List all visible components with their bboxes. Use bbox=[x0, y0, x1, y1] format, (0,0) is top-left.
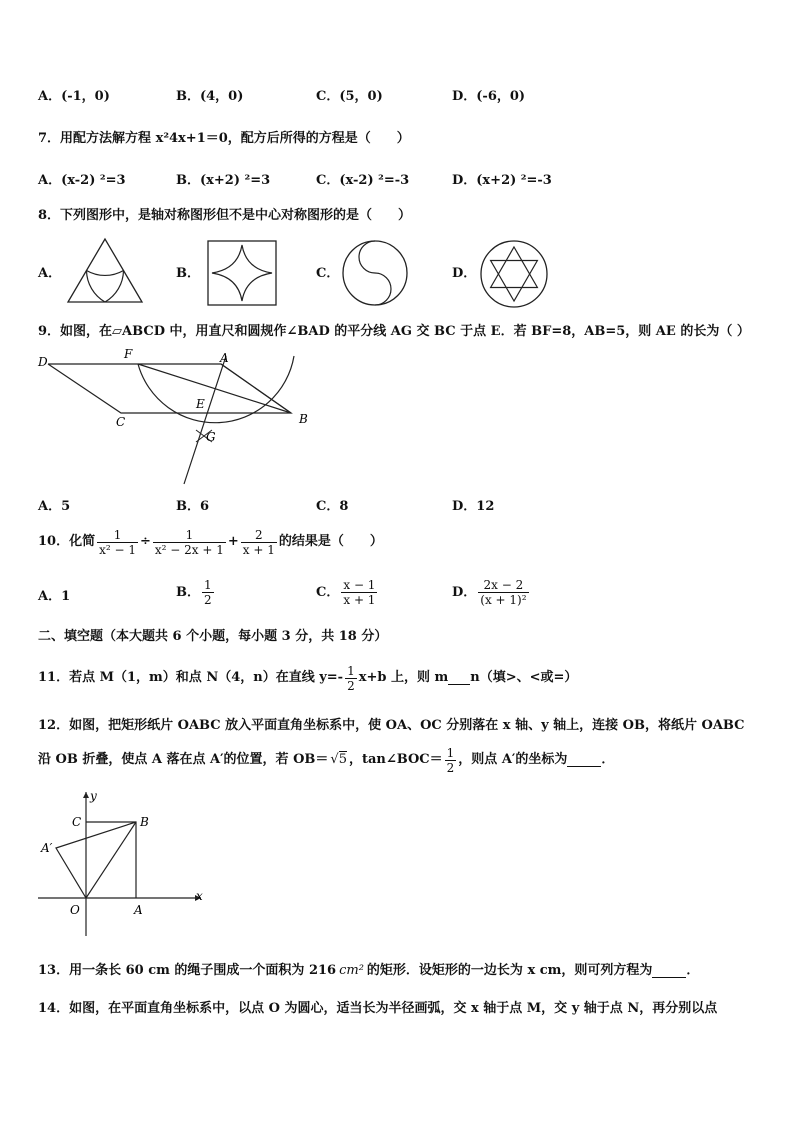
q10-fraction-1 bbox=[97, 528, 138, 557]
q12-blank bbox=[567, 754, 601, 767]
q12-sqrt: √5 bbox=[330, 752, 347, 767]
q13-unit: cm² bbox=[339, 963, 364, 978]
q9-label-d: D bbox=[38, 355, 48, 369]
q9-label-g: G bbox=[206, 430, 216, 444]
q12-label-c: C bbox=[72, 815, 82, 829]
q10-option-c-num: x − 1 bbox=[343, 578, 376, 592]
q10-op1: ÷ bbox=[140, 534, 151, 549]
q8-label-d: D． bbox=[452, 266, 477, 281]
q7-option-b: B．(x+2) ²=3 bbox=[176, 173, 271, 188]
q7-option-d: D．(x+2) ²=-3 bbox=[452, 173, 552, 188]
q12-line2c: ，则点 A′的坐标为 bbox=[458, 752, 568, 767]
q12-line2d: ． bbox=[601, 752, 615, 767]
q12-frac-den: 2 bbox=[446, 760, 455, 775]
q7-option-c: C．(x-2) ²=-3 bbox=[316, 173, 410, 188]
q12-label-o: O bbox=[70, 903, 80, 917]
q8-figure-triangle bbox=[64, 236, 146, 306]
q8-label-a: A． bbox=[38, 266, 62, 281]
q9-label-c: C bbox=[116, 415, 126, 429]
q10-option-b-fraction bbox=[202, 578, 214, 607]
q10-option-b-num: 1 bbox=[204, 578, 212, 592]
q11-part2: x+b 上，则 m bbox=[358, 670, 449, 685]
q10-option-b-label: B． bbox=[176, 584, 200, 600]
q12-line2a: 沿 OB 折叠，使点 A 落在点 A′的位置，若 OB＝ bbox=[38, 752, 329, 767]
q10-option-d-fraction bbox=[478, 578, 528, 607]
q9-label-b: B bbox=[299, 412, 308, 426]
q9-option-d: D．12 bbox=[452, 499, 495, 514]
q6-option-c: C．(5，0) bbox=[316, 89, 383, 104]
q12-line2 bbox=[38, 742, 614, 778]
q10-prefix: 10．化简 bbox=[38, 534, 96, 549]
q13-stem bbox=[38, 962, 699, 980]
q11-part3: n（填>、<或=） bbox=[470, 670, 578, 685]
q11-fraction bbox=[345, 664, 357, 693]
q10-option-b-den: 2 bbox=[204, 593, 212, 607]
q12-fraction bbox=[445, 746, 457, 775]
q8-figure-square-star bbox=[206, 239, 278, 307]
q6-option-b: B．(4，0) bbox=[176, 89, 244, 104]
q10-option-d bbox=[452, 578, 531, 607]
q13-blank bbox=[652, 965, 686, 978]
q8-label-b: B． bbox=[176, 266, 200, 281]
q13-part3: ． bbox=[686, 963, 700, 978]
q6-option-a: A．(-1，0) bbox=[38, 89, 110, 104]
q12-label-a-prime: A′ bbox=[41, 841, 53, 855]
q9-option-c: C．8 bbox=[316, 499, 349, 514]
q12-label-x: x bbox=[196, 889, 203, 903]
q6-option-d: D．(-6，0) bbox=[452, 89, 526, 104]
q10-f1-num: 1 bbox=[97, 528, 138, 543]
q9-stem: 9．如图，在▱ABCD 中，用直尺和圆规作∠BAD 的平分线 AG 交 BC 于点 E．若 BF=8，AB=5，则 AE 的长为（ ） bbox=[38, 324, 750, 339]
section-2-heading: 二、填空题（本大题共 6 个小题，每小题 3 分，共 18 分） bbox=[38, 629, 388, 644]
q10-option-d-num: 2x − 2 bbox=[478, 578, 528, 593]
q14-stem: 14．如图，在平面直角坐标系中，以点 O 为圆心，适当长为半径画弧，交 x 轴于点 M，交 y 轴于点 N，再分别以点 bbox=[38, 1001, 718, 1016]
q10-fraction-2 bbox=[153, 528, 226, 557]
q12-line2b: ，tan∠BOC＝ bbox=[348, 752, 443, 767]
q12-figure bbox=[36, 786, 211, 938]
q10-f2-num: 1 bbox=[153, 528, 226, 543]
q10-option-c-label: C． bbox=[316, 584, 340, 600]
q9-option-b: B．6 bbox=[176, 499, 210, 514]
q10-option-d-den: (x + 1)² bbox=[480, 593, 527, 607]
q10-suffix: 的结果是（ ） bbox=[278, 534, 383, 549]
q8-stem: 8．下列图形中，是轴对称图形但不是中心对称图形的是（ ） bbox=[38, 208, 412, 223]
q10-f3-num: 2 bbox=[241, 528, 277, 543]
q10-option-d-label: D． bbox=[452, 584, 477, 600]
q9-label-a: A bbox=[220, 351, 229, 365]
q10-option-b bbox=[176, 578, 216, 607]
q11-frac-den: 2 bbox=[347, 678, 355, 693]
q10-fraction-3 bbox=[241, 528, 277, 557]
q9-option-a: A．5 bbox=[38, 499, 71, 514]
q12-label-a: A bbox=[134, 903, 143, 917]
q10-option-c bbox=[316, 578, 379, 607]
q8-figure-star-of-david bbox=[478, 238, 550, 310]
q12-label-b: B bbox=[140, 815, 149, 829]
q8-figure-yinyang bbox=[340, 238, 410, 308]
q10-f3-den: x + 1 bbox=[242, 542, 275, 557]
q9-figure bbox=[36, 346, 316, 488]
q10-op2: + bbox=[227, 534, 239, 549]
q12-frac-num: 1 bbox=[446, 745, 455, 760]
q11-frac-num: 1 bbox=[347, 663, 355, 678]
q10-option-a: A．1 bbox=[38, 589, 71, 604]
q10-f1-den: x² − 1 bbox=[99, 542, 136, 557]
q12-label-y: y bbox=[90, 789, 97, 803]
q11-blank bbox=[448, 672, 470, 685]
q12-line1: 12．如图，把矩形纸片 OABC 放入平面直角坐标系中，使 OA、OC 分别落在 x 轴、y 轴上，连接 OB，将纸片 OABC bbox=[38, 718, 745, 733]
q10-option-c-fraction bbox=[341, 578, 377, 607]
q13-part1: 13．用一条长 60 cm 的绳子围成一个面积为 216 bbox=[38, 963, 337, 978]
q11-stem bbox=[38, 660, 577, 696]
q10-f2-den: x² − 2x + 1 bbox=[154, 542, 224, 557]
q9-label-e: E bbox=[196, 397, 205, 411]
q8-label-c: C． bbox=[316, 266, 340, 281]
q13-part2: 的矩形．设矩形的一边长为 x cm，则可列方程为 bbox=[366, 963, 653, 978]
q10-stem bbox=[38, 524, 383, 560]
q7-stem: 7．用配方法解方程 x²4x+1＝0，配方后所得的方程是（ ） bbox=[38, 131, 410, 146]
q7-option-a: A．(x-2) ²=3 bbox=[38, 173, 126, 188]
q11-part1: 11．若点 M（1，m）和点 N（4，n）在直线 y=- bbox=[38, 670, 344, 685]
q12-sqrt-value: 5 bbox=[338, 752, 347, 767]
q9-label-f: F bbox=[124, 347, 133, 361]
q10-option-c-den: x + 1 bbox=[343, 593, 376, 607]
